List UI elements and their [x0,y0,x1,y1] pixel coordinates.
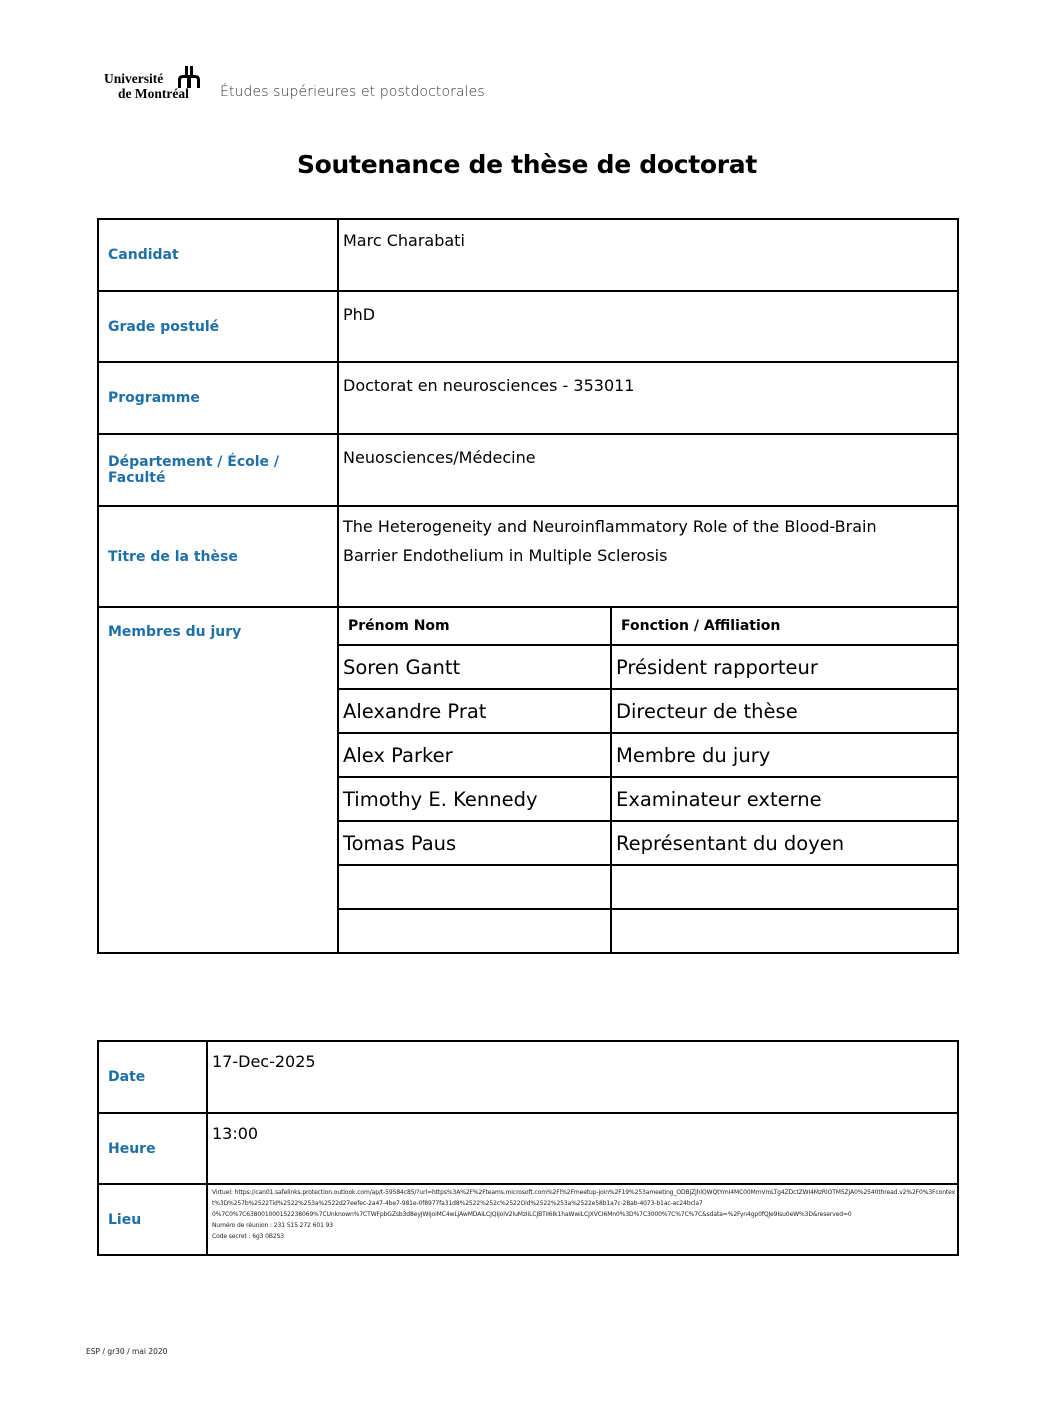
departement-value: Neuosciences/Médecine [338,434,958,506]
row-jury [98,607,958,953]
udem-logo [104,66,204,106]
grade-value: PhD [338,291,958,362]
row-programme [98,362,958,434]
row-grade [98,291,958,362]
titre-label: Titre de la thèse [98,506,338,607]
jury-member-role: Membre du jury [611,733,957,777]
lieu-value [207,1184,958,1255]
jury-member-role: Directeur de thèse [611,689,957,733]
lieu-passcode: Code secret : 6g3 0B2S3 [212,1233,285,1240]
jury-row [339,821,957,865]
programme-label: Programme [98,362,338,434]
row-lieu [98,1184,958,1255]
candidat-value: Marc Charabati [338,219,958,291]
page-title: Soutenance de thèse de doctorat [296,150,758,179]
candidat-label: Candidat [98,219,338,291]
jury-cell [338,607,958,953]
jury-member-name: Alexandre Prat [339,689,611,733]
footer-reference: ESP / gr30 / mai 2020 [86,1347,168,1356]
jury-row [339,733,957,777]
logo-text-line2: de Montréal [118,86,189,101]
jury-row [339,689,957,733]
titre-value: The Heterogeneity and Neuroinflammatory Role of the Blood-Brain Barrier Endothelium in Multiple Sclerosis [338,506,958,607]
row-heure [98,1113,958,1184]
lieu-meeting-id: Numéro de réunion : 231 515 272 601 93 [212,1222,334,1229]
jury-member-role: Représentant du doyen [611,821,957,865]
row-titre [98,506,958,607]
date-value: 17-Dec-2025 [207,1041,958,1113]
jury-label-text: Membres du jury [108,624,242,640]
departement-label: Département / École / Faculté [98,434,338,506]
lieu-label: Lieu [98,1184,207,1255]
jury-member-name: Tomas Paus [339,821,611,865]
jury-header-role: Fonction / Affiliation [611,608,957,645]
jury-table [339,608,957,952]
thesis-info-table [97,218,959,954]
jury-row-empty [339,909,957,952]
heure-value: 13:00 [207,1113,958,1184]
row-date [98,1041,958,1113]
jury-member-name: Timothy E. Kennedy [339,777,611,821]
jury-header-row [339,608,957,645]
udem-logo-mark-icon [176,66,202,88]
row-candidat [98,219,958,291]
date-label: Date [98,1041,207,1113]
jury-member-name [339,865,611,909]
jury-member-role: Examinateur externe [611,777,957,821]
lieu-link-line1[interactable]: Virtuel: https://can01.safelinks.protection.outlook.com/ap/t-59584c85/?url=https%3A%2F%2Fteams.microsoft.com%2Fl%2Fmeetup-join%2F19%253ameeting_ODBjZjhlOWQtYmI4MC00MmVmLTg4ZDctZWI4MzRlOTM5ZjA0%2540thread.v2%2F0%3Fcontext%3D%257b%2522Tid%2522%253a%2522d27eefec-2a47-4be7-981e-0f8977fa31d8%2522%252c%2522Oid%2522%253a%2522e58b1a7c-28ab-4073-b1ac-ac24bcla7 [212,1189,956,1207]
heure-label: Heure [98,1113,207,1184]
jury-member-role: Président rapporteur [611,645,957,689]
jury-row [339,645,957,689]
jury-label [98,607,338,953]
logo-text-line1: Université [104,71,164,86]
department-name: Études supérieures et postdoctorales [220,84,485,100]
jury-member-name: Soren Gantt [339,645,611,689]
jury-member-role [611,865,957,909]
jury-header-name: Prénom Nom [339,608,611,645]
row-departement [98,434,958,506]
jury-member-name: Alex Parker [339,733,611,777]
schedule-table [97,1040,959,1256]
jury-row [339,777,957,821]
jury-member-name [339,909,611,952]
jury-member-role [611,909,957,952]
jury-row-empty [339,865,957,909]
lieu-link-line2[interactable]: 0%7C0%7C638001000152238069%7CUnknown%7CTWFpbGZsb3d8eyJWIjoiMC4wLjAwMDAiLCJQIjoiV2luMzIiLCJBTiI6Ik1haWwiLCJXVCI6Mn0%3D%7C3000%7C%7C%7C&sdata=%2Fyn4gp0fQJe9Isu0eW%3D&reserved=0 [212,1211,852,1218]
programme-value: Doctorat en neurosciences - 353011 [338,362,958,434]
grade-label: Grade postulé [98,291,338,362]
